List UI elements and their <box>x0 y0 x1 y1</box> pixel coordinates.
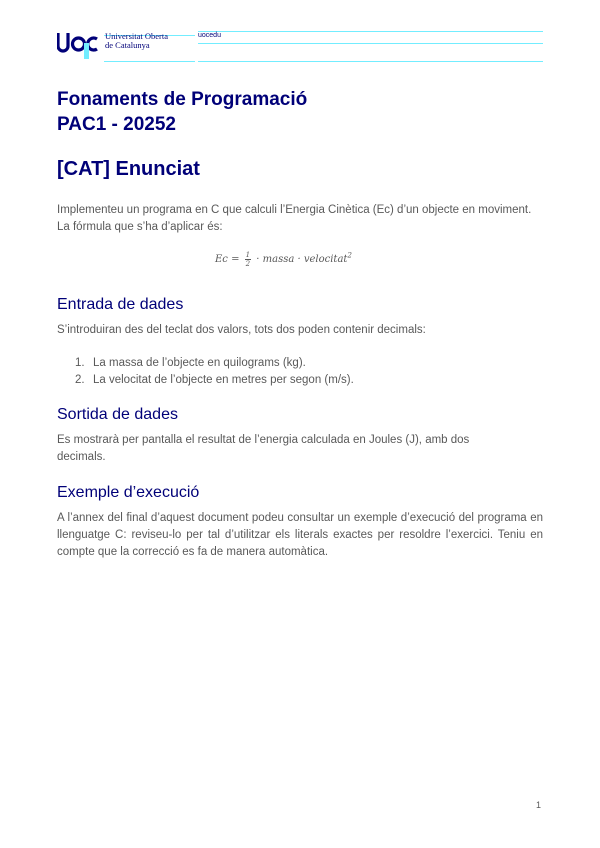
university-name-line2: de Catalunya <box>105 40 150 50</box>
course-title: Fonaments de Programació <box>57 89 308 110</box>
document-header <box>57 29 543 63</box>
fraction-denominator: 2 <box>245 260 251 268</box>
list-item-text: La massa de l’objecte en quilograms (kg). <box>93 357 306 369</box>
formula-exponent: 2 <box>347 251 352 260</box>
example-heading: Exemple d’execució <box>57 484 200 501</box>
header-rule <box>198 43 543 44</box>
kinetic-energy-formula <box>215 251 352 268</box>
department-label: uocedu <box>198 32 221 39</box>
header-rule <box>198 31 543 32</box>
uoc-logo <box>57 29 102 59</box>
list-item-text: La velocitat de l’objecte en metres per segon (m/s). <box>93 374 354 386</box>
assignment-title: PAC1 - 20252 <box>57 114 176 135</box>
list-number: 1. <box>75 357 85 369</box>
formula-lhs: Ec = <box>215 254 243 265</box>
list-item <box>75 355 354 372</box>
intro-paragraph: Implementeu un programa en C que calculi l’Energia Cinètica (Ec) d’un objecte en moviment. La fórmula que s’ha d’aplicar és: <box>57 204 532 233</box>
header-rule <box>104 61 195 62</box>
input-list <box>75 355 354 389</box>
university-name-line1: Universitat Oberta <box>105 31 169 41</box>
output-heading: Sortida de dades <box>57 406 178 423</box>
example-paragraph: A l’annex del final d’aquest document podeu consultar un exemple d’execució del programa en llenguatge C: reviseu-lo per tal d’utilitzar els literals exactes per resoldre l’exercici. Teniu en compte que la correcció es fa de manera automàtica. <box>57 512 543 558</box>
list-number: 2. <box>75 374 85 386</box>
formula-fraction <box>245 251 251 268</box>
input-paragraph: S’introduiran des del teclat dos valors, tots dos poden contenir decimals: <box>57 324 426 336</box>
page-number: 1 <box>536 800 542 810</box>
university-name <box>105 32 168 50</box>
input-heading: Entrada de dades <box>57 296 184 313</box>
fraction-numerator: 1 <box>245 251 251 259</box>
formula-rhs: · massa · velocitat <box>253 254 348 265</box>
list-item <box>75 372 354 389</box>
output-paragraph: Es mostrarà per pantalla el resultat de l’energia calculada en Joules (J), amb dos decimals. <box>57 434 470 463</box>
statement-heading: [CAT] Enunciat <box>57 158 200 180</box>
document-title <box>57 87 307 137</box>
header-rule <box>198 61 543 62</box>
